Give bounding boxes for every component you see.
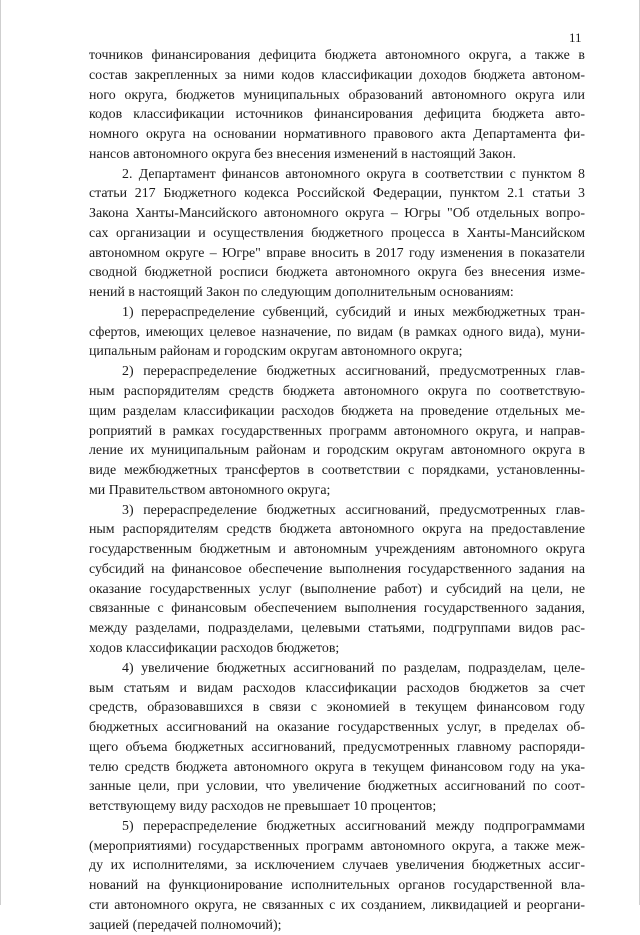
text-line: 3) перераспределение бюджетных ассигнований, предусмотренных глав- [122,502,585,518]
text-line: субсидий на финансовое обеспечение выполнения государственного задания на [89,561,585,577]
text-line: сти автономного округа, не связанных с их созданием, ликвидацией и реоргани- [89,897,585,913]
text-line: ного округа, бюджетов муниципальных образований автономного округа или [89,87,585,103]
text-line: роприятий в рамках государственных программ автономного округа, и направ- [89,423,585,439]
text-line: нансов автономного округа без внесения изменений в настоящий Закон. [89,146,516,162]
text-line: виде межбюджетных трансфертов в соответствии с порядками, установленны- [89,463,585,479]
text-line: статьи 217 Бюджетного кодекса Российской Федерации, пунктом 2.1 статьи 3 [89,186,585,202]
text-line: между разделами, подразделами, целевыми статьями, подгруппами видов рас- [89,621,585,637]
text-line: ным распорядителям средств бюджета автономного округа по соответствую- [89,384,585,400]
text-line: (мероприятиями) государственных программ автономного округа, а также меж- [89,838,585,854]
document-body [89,46,585,935]
text-line: состав закрепленных за ними кодов классификации доходов бюджета автоном- [89,67,585,83]
page-number: 11 [569,30,582,45]
text-line: номного округа на основании нормативного правового акта Департамента фи- [89,127,585,143]
text-line: щим разделам классификации расходов бюджета на проведение отдельных ме- [89,403,585,419]
text-line: связанные с финансовым обеспечением выполнения государственного задания, [89,601,585,617]
text-line: ным распорядителям средств бюджета автономного округа на предоставление [89,522,585,538]
text-line: 1) перераспределение субвенций, субсидий и иных межбюджетных тран- [122,304,585,320]
text-line: оказание государственных услуг (выполнение работ) и субсидий на цели, не [89,581,585,597]
text-line: сах организации и осуществления бюджетного процесса в Ханты-Мансийском [89,225,585,241]
text-line: автономном округе – Югре" вправе вносить в 2017 году изменения в показатели [89,245,585,261]
text-line: телю средств бюджета автономного округа в текущем финансовом году на ука- [89,759,585,775]
text-line: вым статьям и видам расходов классификации расходов бюджетов за счет [89,680,585,696]
text-line: ление их муниципальным районам и городским округам автономного округа в [89,443,585,459]
text-line: средств, образовавшихся в связи с экономией в текущем финансовом году [89,700,585,716]
text-line: ветствующему виду расходов не превышает 10 процентов; [89,799,437,815]
text-line: 4) увеличение бюджетных ассигнований по разделам, подразделам, целе- [122,660,585,676]
text-line: бюджетных ассигнований на оказание государственных услуг, в пределах об- [89,720,585,736]
text-line: сводной бюджетной росписи бюджета автономного округа без внесения изме- [89,265,585,281]
text-line: ми Правительством автономного округа; [89,482,331,498]
text-line: 5) перераспределение бюджетных ассигнований между подпрограммами [122,818,585,834]
text-line: 2) перераспределение бюджетных ассигнований, предусмотренных глав- [122,364,585,380]
text-line: Закона Ханты-Мансийского автономного округа – Югры "Об отдельных вопро- [89,206,585,222]
text-line: ципальным районам и городским округам автономного округа; [89,344,463,360]
text-line: занные цели, при условии, что увеличение бюджетных ассигнований по соот- [89,779,585,795]
text-line: ду их исполнителями, за исключением случаев увеличения бюджетных ассиг- [89,858,585,874]
text-line: зацией (передачей полномочий); [89,917,282,933]
text-line: нений в настоящий Закон по следующим дополнительным основаниям: [89,285,514,301]
text-line: нований на функционирование исполнительных органов государственной вла- [89,878,585,894]
text-line: ходов классификации расходов бюджетов; [89,640,340,656]
text-line: государственным бюджетным и автономным учреждениям автономного округа [89,542,585,558]
text-line: 2. Департамент финансов автономного округа в соответствии с пунктом 8 [122,166,585,182]
text-line: сфертов, имеющих целевое назначение, по видам (в рамках одного вида), муни- [89,324,585,340]
text-line: щего объема бюджетных ассигнований, предусмотренных главному распоряди- [89,739,585,755]
text-line: точников финансирования дефицита бюджета автономного округа, а также в [89,48,585,63]
text-line: кодов классификации источников финансирования дефицита бюджета авто- [89,107,585,123]
